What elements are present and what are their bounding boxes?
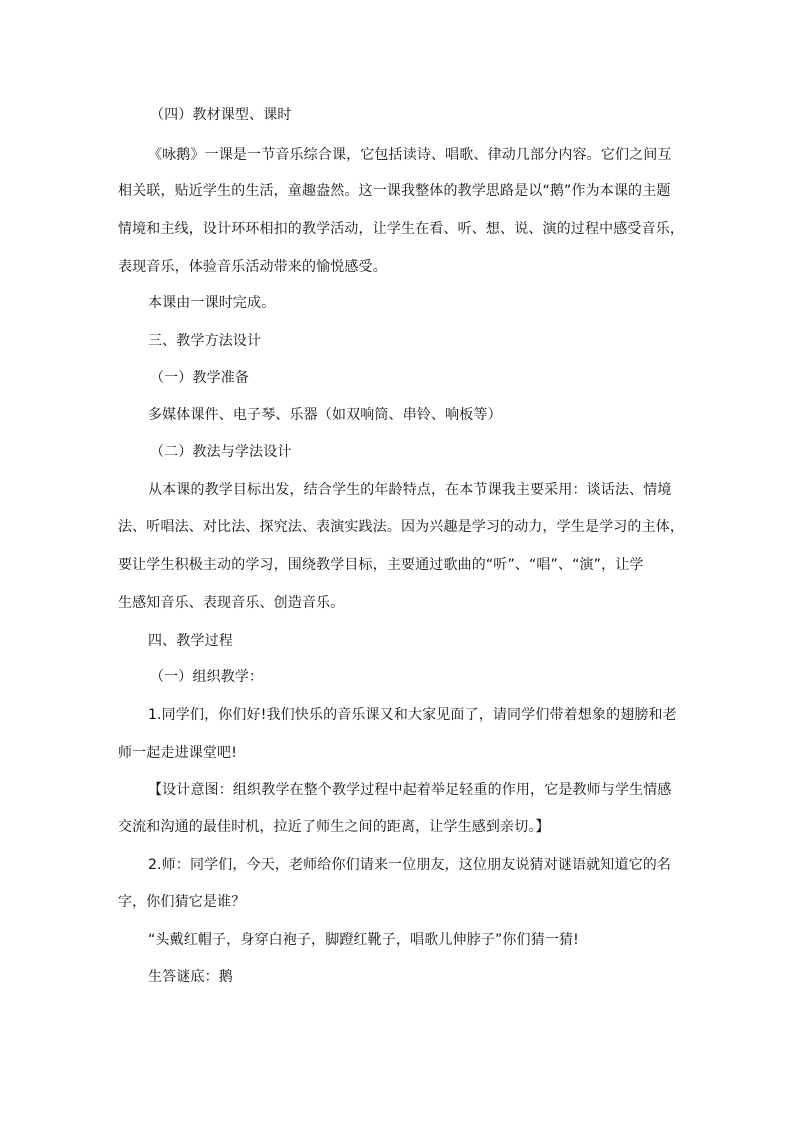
paragraph-line: 2.师：同学们，今天，老师给你们请来一位朋友，这位朋友说猜对谜语就知道它的名 xyxy=(148,857,672,873)
design-intent-line: 交流和沟通的最佳时机，拉近了师生之间的距离，让学生感到亲切。】 xyxy=(118,819,550,835)
paragraph-line: 多媒体课件、电子琴、乐器（如双响筒、串铃、响板等） xyxy=(148,407,502,423)
paragraph-line: 表现音乐，体验音乐活动带来的愉悦感受。 xyxy=(118,259,387,275)
paragraph-line: 师一起走进课堂吧! xyxy=(118,745,237,761)
answer-line: 生答谜底：鹅 xyxy=(148,969,233,985)
paragraph-line: 本课由一课时完成。 xyxy=(148,295,276,311)
paragraph-line: 字，你们猜它是谁？ xyxy=(118,894,246,910)
design-intent-line: 【设计意图：组织教学在整个教学过程中起着举足轻重的作用，它是教师与学生情感 xyxy=(148,782,672,798)
subsection-heading: （一）教学准备 xyxy=(150,370,250,386)
paragraph-line: 从本课的教学目标出发，结合学生的年龄特点，在本节课我主要采用：谈话法、情境 xyxy=(148,482,672,498)
paragraph-line: 生感知音乐、表现音乐、创造音乐。 xyxy=(118,595,345,611)
section-heading: 四、教学过程 xyxy=(148,633,233,649)
subsection-heading: （一）组织教学： xyxy=(150,669,264,685)
paragraph-line: 情境和主线，设计环环相扣的教学活动，让学生在看、听、想、说、演的过程中感受音乐， xyxy=(118,221,684,237)
paragraph-line: 要让学生积极主动的学习，围绕教学目标，主要通过歌曲的“听”、“唱”、“演”，让学 xyxy=(118,557,644,573)
section-heading: 三、教学方法设计 xyxy=(148,333,262,349)
paragraph-line: 1.同学们，你们好!我们快乐的音乐课又和大家见面了，请同学们带着想象的翅膀和老 xyxy=(148,707,677,723)
subsection-heading: （二）教法与学法设计 xyxy=(150,444,292,460)
paragraph-line: 相关联，贴近学生的生活，童趣盎然。这一课我整体的教学思路是以“鹅”作为本课的主题 xyxy=(118,183,671,199)
subsection-heading: （四）教材课型、课时 xyxy=(150,107,292,123)
paragraph-line: 法、听唱法、对比法、探究法、表演实践法。因为兴趣是学习的动力，学生是学习的主体， xyxy=(118,519,684,535)
paragraph-line: 《咏鹅》一课是一节音乐综合课，它包括读诗、唱歌、律动几部分内容。它们之间互 xyxy=(148,147,672,163)
riddle-line: “头戴红帽子，身穿白袍子，脚蹬红靴子，唱歌儿伸脖子”你们猜一猜! xyxy=(148,932,579,948)
